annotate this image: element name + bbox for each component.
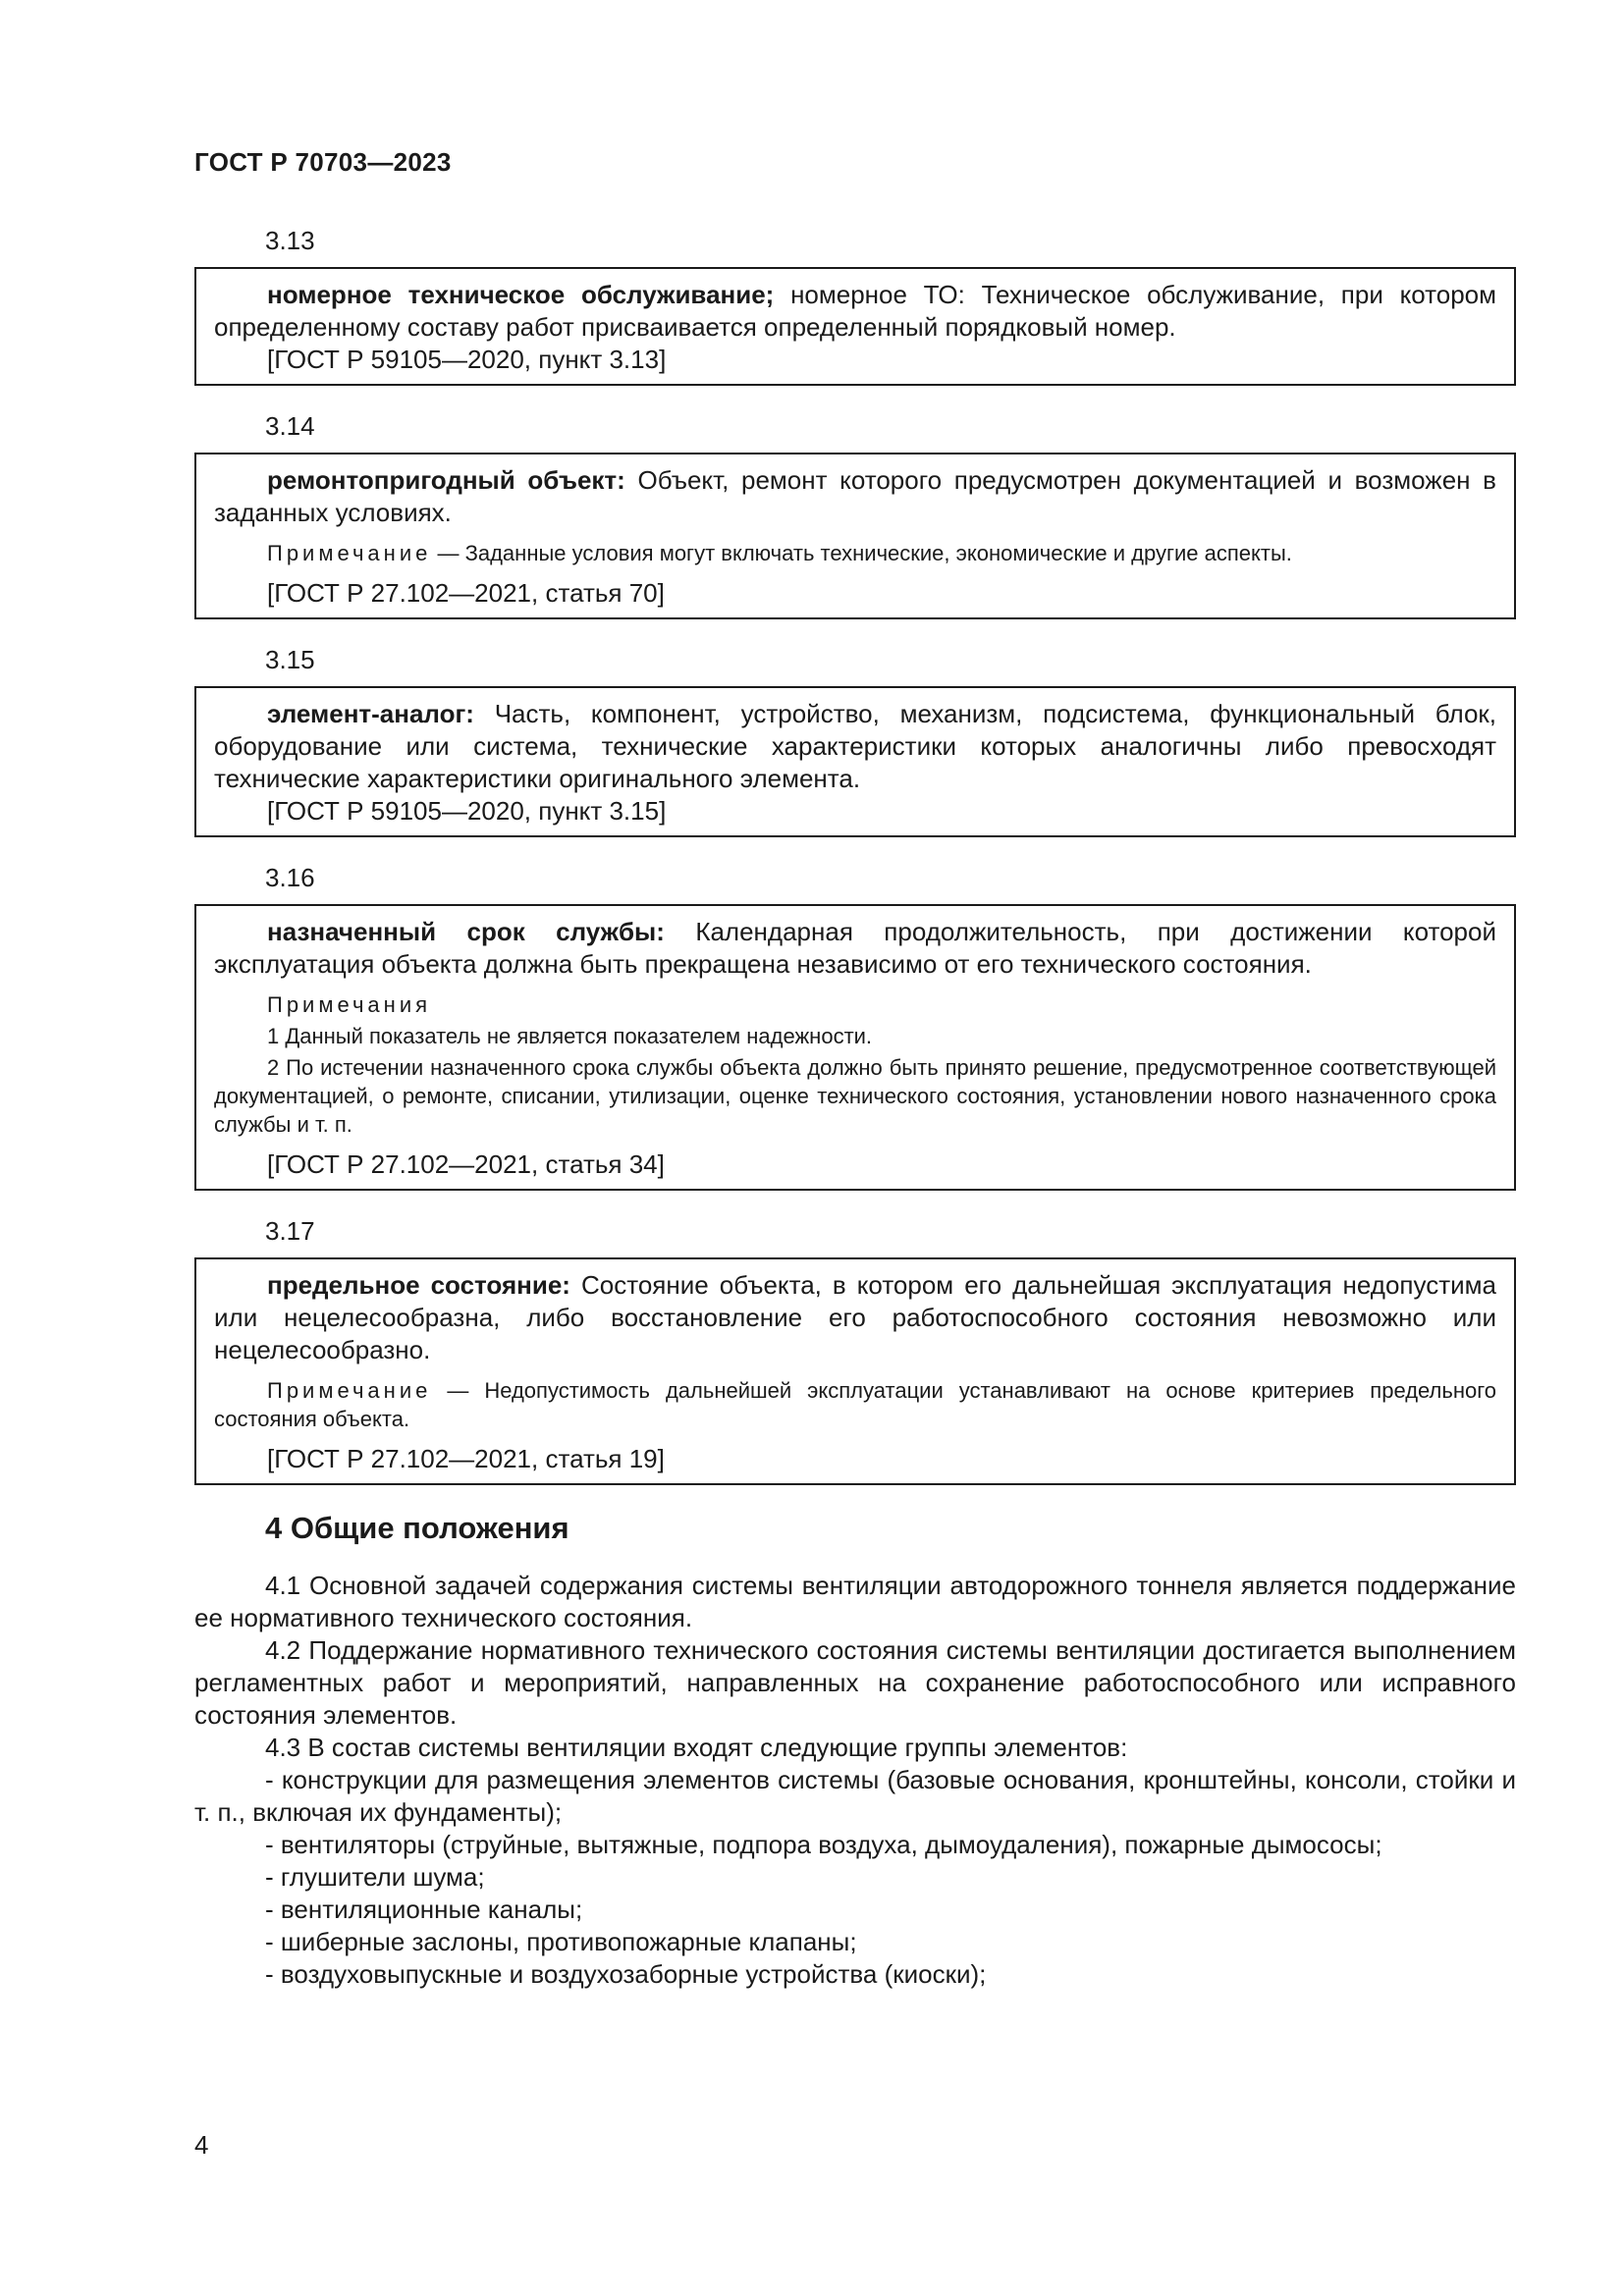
term-number: 3.16 [265, 863, 315, 892]
document-page [194, 0, 1516, 2296]
note-label: Примечание [267, 541, 432, 565]
term-definition [214, 698, 1496, 795]
note-text: — Недопустимость дальнейшей эксплуатации устанавливают на основе критериев предельного состояния объекта. [214, 1378, 1496, 1431]
term-number: 3.13 [265, 226, 315, 255]
term-box [194, 453, 1516, 619]
definition-text: Календарная продолжительность, при достижении которой эксплуатация объекта должна быть прекращена независимо от его технического состояния. [214, 917, 1496, 979]
paragraph: 4.3 В состав системы вентиляции входят следующие группы элементов: [265, 1733, 1128, 1762]
term-name: предельное состояние: [267, 1270, 570, 1300]
definition-text: Объект, ремонт которого предусмотрен документацией и возможен в заданных условиях. [214, 465, 1496, 527]
paragraph: 4.2 Поддержание нормативного технического состояния системы вентиляции достигается выполнением регламентных работ и мероприятий, направленных на сохранение работоспособного или исправного состояния элементов. [194, 1635, 1516, 1730]
definition-text: номерное ТО: Техническое обслуживание, при котором определенному составу работ присваивается определенный порядковый номер. [214, 280, 1497, 342]
term-definition [214, 464, 1496, 529]
term-number: 3.17 [265, 1216, 315, 1246]
document-header: ГОСТ Р 70703—2023 [194, 147, 452, 177]
list-item: - вентиляционные каналы; [265, 1895, 583, 1924]
notes-title: Примечания [267, 992, 432, 1017]
paragraph: 4.1 Основной задачей содержания системы вентиляции автодорожного тоннеля является поддержание ее нормативного технического состояния. [194, 1571, 1516, 1632]
term-number: 3.15 [265, 645, 315, 674]
definition-text: Состояние объекта, в котором его дальнейшая эксплуатация недопустима или нецелесообразна, либо восстановление его работоспособного состояния невозможно или нецелесообразно. [214, 1270, 1496, 1364]
term-note [214, 539, 1496, 567]
list-item: - шиберные заслоны, противопожарные клапаны; [265, 1927, 857, 1956]
page-number: 4 [194, 2130, 209, 2160]
definition-text: Часть, компонент, устройство, механизм, подсистема, функциональный блок, оборудование или система, технические характеристики которых аналогичны либо превосходят технические характеристики оригинального элемента. [214, 699, 1496, 793]
term-source: [ГОСТ Р 27.102—2021, статья 34] [267, 1149, 665, 1179]
list-item: - вентиляторы (струйные, вытяжные, подпора воздуха, дымоудаления), пожарные дымососы; [265, 1830, 1382, 1859]
note-text: — Заданные условия могут включать технические, экономические и другие аспекты. [431, 541, 1292, 565]
section-title: 4 Общие положения [265, 1511, 569, 1545]
term-source: [ГОСТ Р 27.102—2021, статья 70] [267, 578, 665, 608]
term-note [214, 1376, 1496, 1433]
content [194, 224, 1516, 1991]
term-box [194, 686, 1516, 837]
term-name: назначенный срок службы: [267, 917, 665, 946]
list-item: - воздуховыпускные и воздухозаборные устройства (киоски); [265, 1959, 987, 1989]
term-source: [ГОСТ Р 59105—2020, пункт 3.13] [267, 345, 667, 374]
term-source: [ГОСТ Р 59105—2020, пункт 3.15] [267, 796, 667, 826]
term-name: ремонтопригодный объект: [267, 465, 625, 495]
note-label: Примечание [267, 1378, 432, 1403]
term-source: [ГОСТ Р 27.102—2021, статья 19] [267, 1444, 665, 1473]
term-number: 3.14 [265, 411, 315, 441]
term-box [194, 904, 1516, 1191]
list-item: - конструкции для размещения элементов системы (базовые основания, кронштейны, консоли, стойки и т. п., включая их фундаменты); [194, 1765, 1516, 1827]
note-item: 1 Данный показатель не является показателем надежности. [267, 1024, 873, 1048]
term-definition [214, 1269, 1496, 1366]
term-definition [214, 916, 1496, 981]
term-definition [214, 279, 1496, 344]
term-name: элемент-аналог: [267, 699, 474, 728]
term-box [194, 1257, 1516, 1485]
term-box [194, 267, 1516, 386]
list-item: - глушители шума; [265, 1862, 485, 1892]
note-item: 2 По истечении назначенного срока службы объекта должно быть принято решение, предусмотренное соответствующей документацией, о ремонте, списании, утилизации, оценке технического состояния, установлении нового назначенного срока службы и т. п. [214, 1055, 1496, 1137]
term-name: номерное техническое обслуживание; [267, 280, 775, 309]
